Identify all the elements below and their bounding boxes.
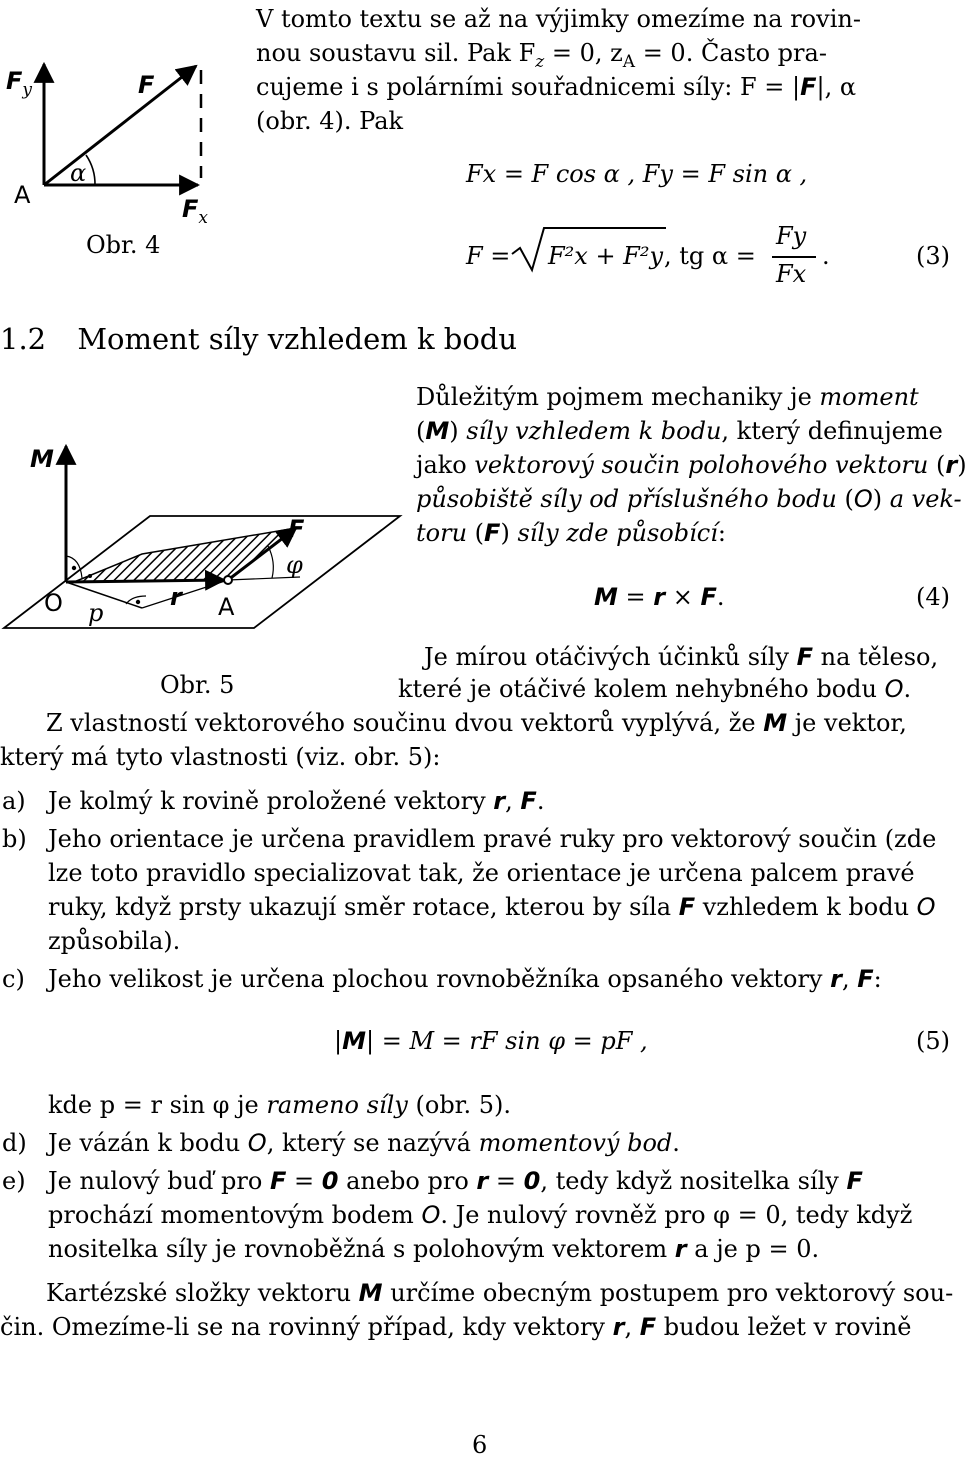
equation-3-numerator: Fy: [776, 222, 807, 250]
props-intro-line-1: Z vlastností vektorového součinu dvou vektorů vyplývá, že M je vektor,: [46, 709, 907, 737]
section-title: Moment síly vzhledem k bodu: [77, 322, 518, 356]
fraction-bar: [772, 256, 816, 258]
f-vector: [44, 66, 196, 185]
fig4-label-a: A: [14, 181, 31, 209]
equation-3-tg: , tg α =: [664, 242, 756, 270]
c-after-text: kde p = r sin φ je rameno síly (obr. 5).: [48, 1091, 512, 1119]
phi-arc: [268, 546, 273, 578]
list-item-c: c) Jeho velikost je určena plochou rovnoběžníka opsaného vektory r, F:: [2, 962, 960, 996]
equation-3-radicand: F²x + F²y: [548, 242, 664, 270]
point-a: [224, 576, 232, 584]
fig5-label-m: M: [30, 445, 54, 473]
definition-line-4: působiště síly od příslušného bodu (O) a vek-: [416, 485, 962, 513]
intro-line-3: cujeme i s polárními souřadnicemi síly: F = |F|, α: [256, 73, 857, 101]
list-label-e: e): [2, 1167, 26, 1195]
closing-line-2: čin. Omezíme-li se na rovinný případ, kdy vektory r, F budou ležet v rovině: [0, 1313, 912, 1341]
fig5-label-p: p: [88, 599, 104, 627]
definition-line-2: (M) síly vzhledem k bodu, který definujeme: [416, 417, 943, 445]
list-item-a: a) Je kolmý k rovině proložené vektory r, F.: [2, 784, 960, 818]
equation-3-lhs: F =: [466, 242, 511, 270]
equation-3-dot: .: [822, 242, 830, 270]
section-number: 1.2: [0, 322, 47, 356]
fig4-caption: Obr. 4: [86, 231, 161, 259]
intro-line-1: V tomto textu se až na výjimky omezíme na rovin-: [256, 5, 861, 33]
alpha-arc: [86, 155, 95, 185]
intro-line-2: nou soustavu sil. Pak $F_z = 0$, $z_A = 0$. Často pra-: [256, 39, 827, 72]
lever-arm: [66, 582, 142, 608]
fig4-label-f: F: [138, 71, 155, 99]
fig4-label-alpha: α: [70, 159, 87, 187]
fig5-label-f: F: [288, 515, 305, 543]
fig5-caption: Obr. 5: [160, 671, 235, 699]
fig4-label-fx: $F_x$: [182, 195, 208, 228]
list-item-e: e) Je nulový buď pro F = 0 anebo pro r = 0, tedy když nositelka síly F prochází momentovým bodem O. Je nulový rovněž pro φ = 0, tedy když nositelka síly je rovnoběžná s polohovým vektorem r a je p = 0.: [2, 1164, 960, 1266]
definition-line-1: Důležitým pojmem mechaniky je moment: [416, 383, 919, 411]
equation-4-number: (4): [916, 583, 950, 611]
page-number: 6: [472, 1431, 488, 1459]
list-label-d: d): [2, 1129, 27, 1157]
list-item-d: d) Je vázán k bodu O, který se nazývá momentový bod.: [2, 1126, 960, 1160]
equation-5: |M| = M = rF sin φ = pF ,: [334, 1027, 648, 1055]
equation-3-denominator: Fx: [776, 260, 807, 288]
fig5-label-r: r: [170, 583, 182, 611]
measure-line-1: Je mírou otáčivých účinků síly F na těleso,: [424, 643, 939, 671]
definition-line-3: jako vektorový součin polohového vektoru (r): [416, 451, 967, 479]
list-item-b: b) Jeho orientace je určena pravidlem pravé ruky pro vektorový součin (zde lze toto pravidlo specializovat tak, že orientace je určena palcem pravé ruky, když prsty ukazují směr rotace, kterou by síla F vzhledem k bodu O způsobila).: [2, 822, 960, 958]
closing-line-1: Kartézské složky vektoru M určíme obecným postupem pro vektorový sou-: [46, 1279, 954, 1307]
list-label-c: c): [2, 965, 25, 993]
measure-line-2: které je otáčivé kolem nehybného bodu O.: [398, 675, 912, 703]
equation-4: M = r × F.: [594, 583, 725, 611]
equation-3-number: (3): [916, 242, 950, 270]
fig5-label-o: O: [44, 589, 63, 617]
props-intro-line-2: který má tyto vlastnosti (viz. obr. 5):: [0, 743, 441, 771]
fig5-label-phi: φ: [286, 551, 303, 579]
equation-5-number: (5): [916, 1027, 950, 1055]
force-line: [142, 580, 228, 608]
equation-3-row-1: Fx = F cos α , Fy = F sin α ,: [466, 160, 808, 188]
list-label-b: b): [2, 825, 27, 853]
fig5-label-a: A: [218, 593, 235, 621]
intro-line-4: (obr. 4). Pak: [256, 107, 404, 135]
section-heading: [0, 322, 517, 356]
r-vector: [66, 580, 224, 582]
list-label-a: a): [2, 787, 26, 815]
fig4-label-fy: $F_y$: [6, 67, 33, 100]
definition-line-5: toru (F) síly zde působící:: [416, 519, 726, 547]
